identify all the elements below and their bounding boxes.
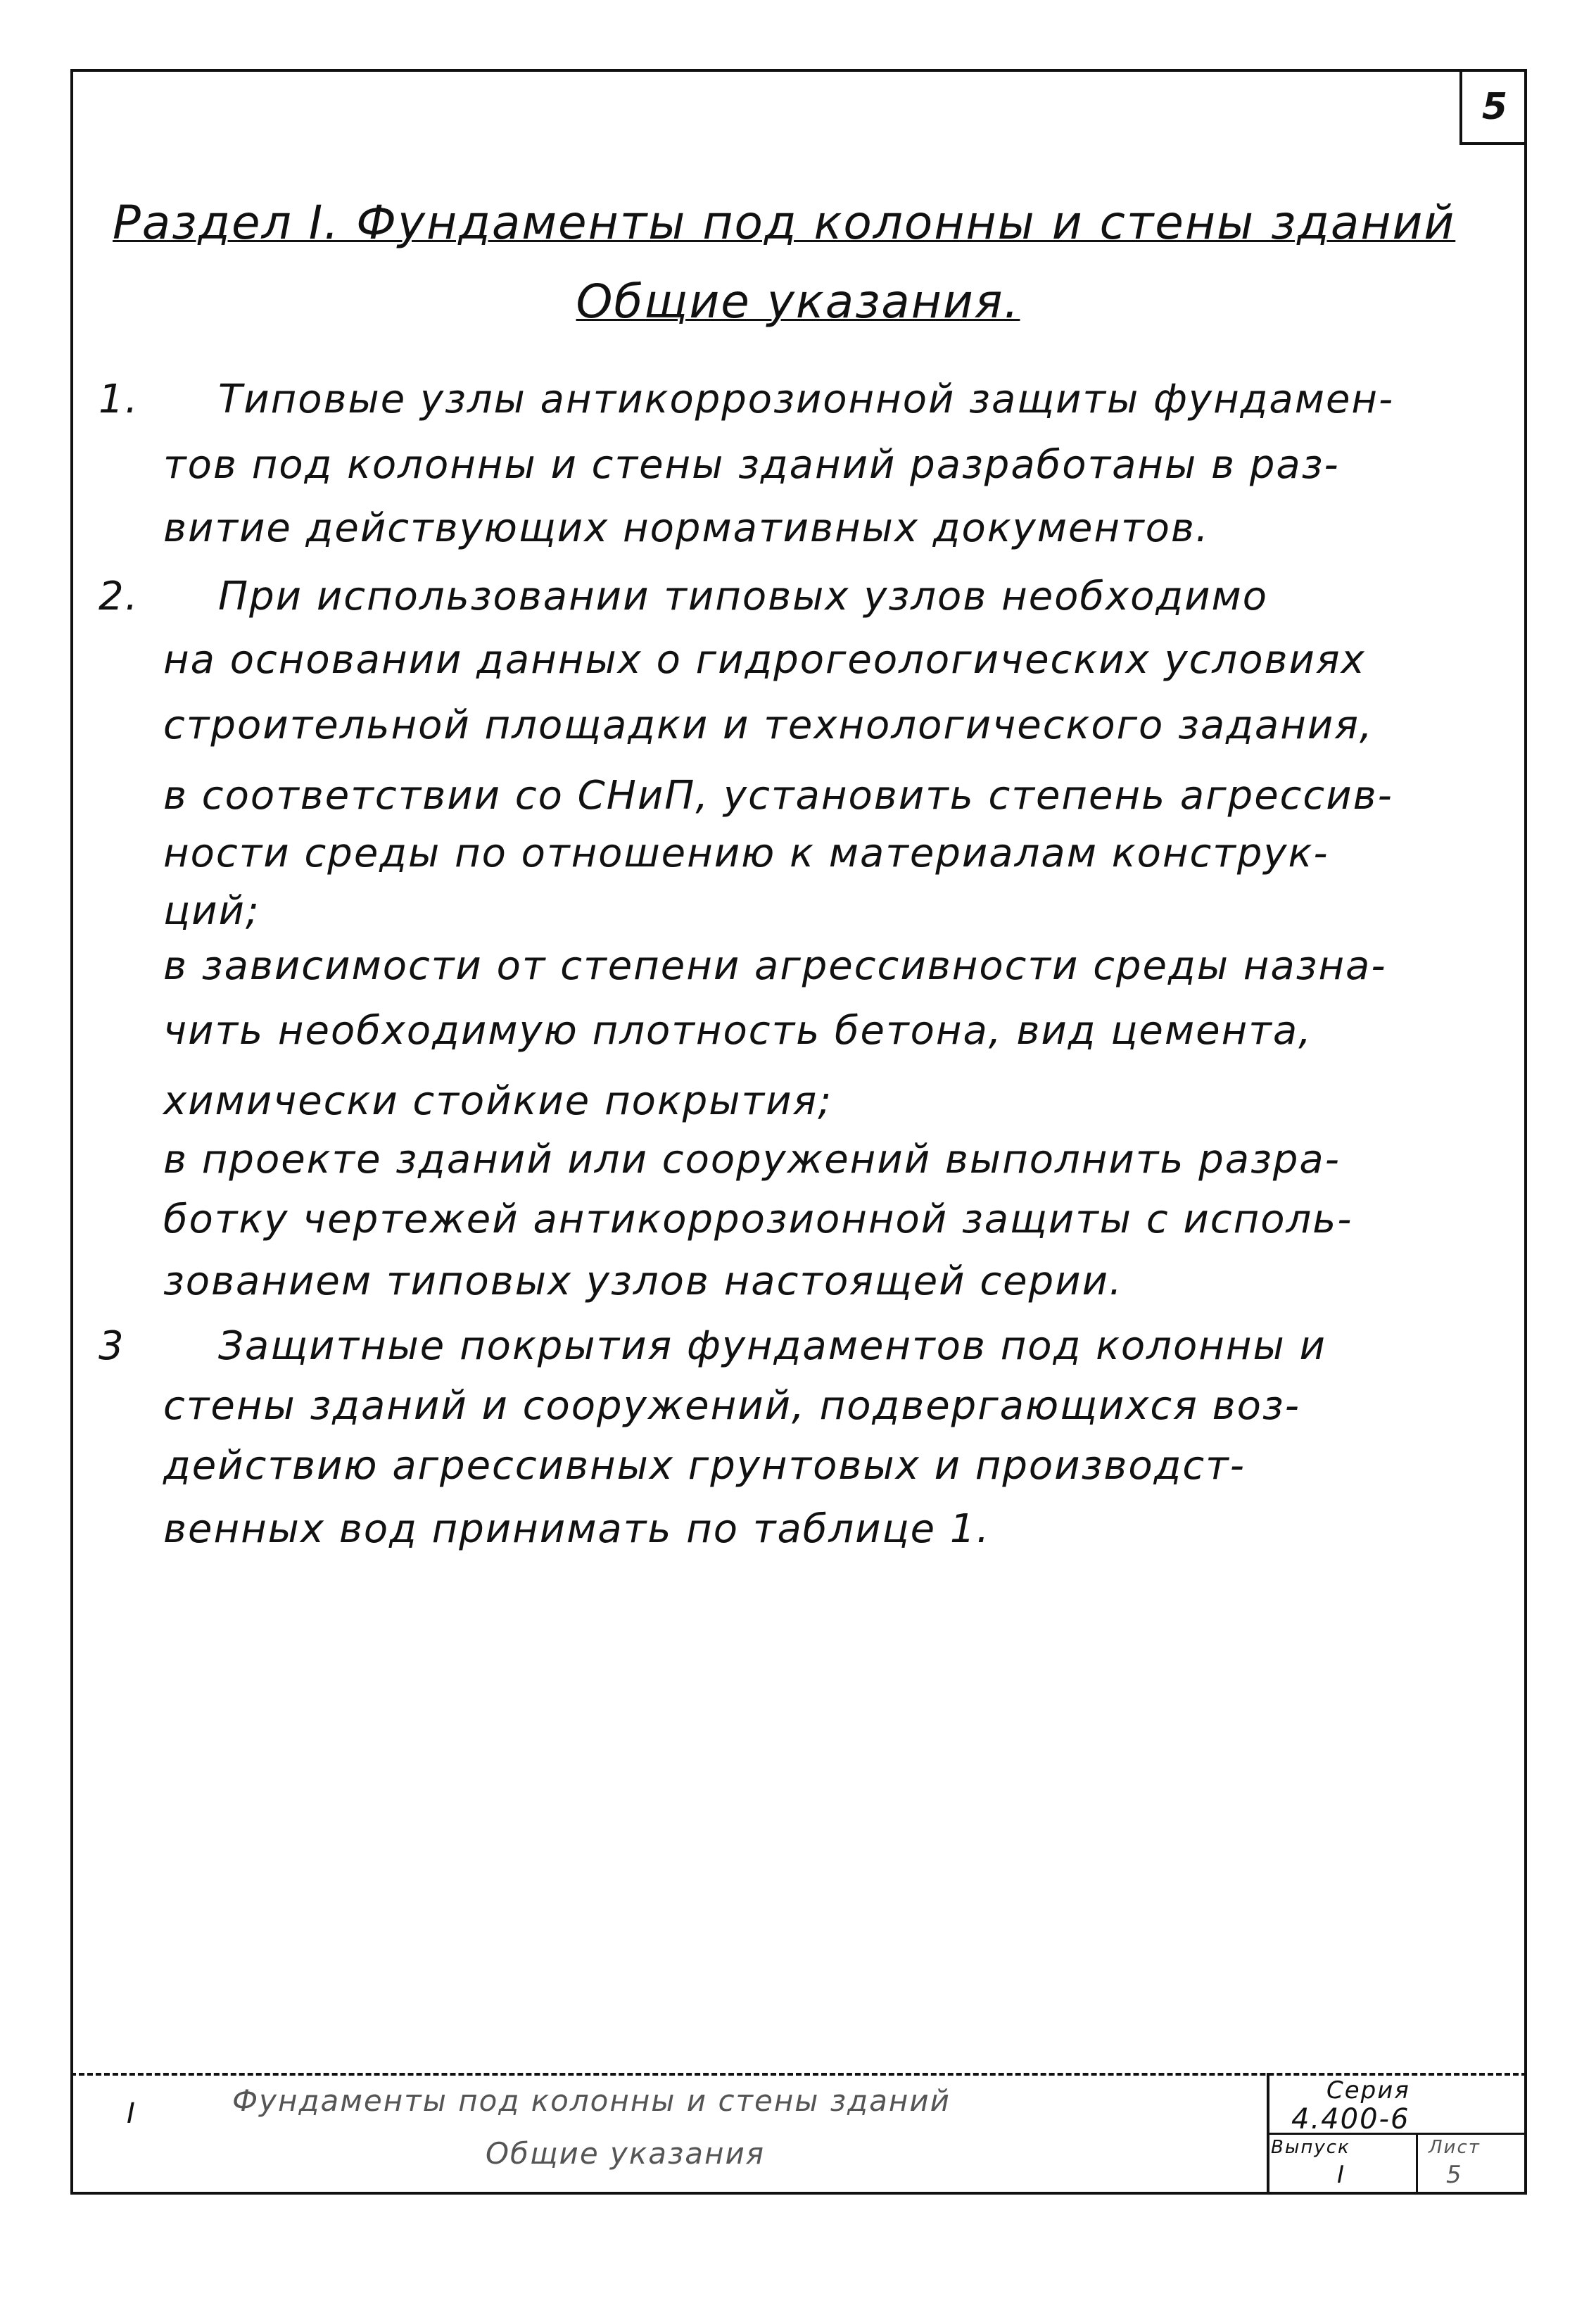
item-number: 1. <box>99 377 139 422</box>
title-block-doc-subtitle: Общие указания <box>486 2136 766 2171</box>
item-line: строительной площадки и технологического задания, <box>163 702 1374 748</box>
item-line: в проекте зданий или сооружений выполнить разра- <box>163 1137 1341 1182</box>
series-value: 4.400-6 <box>1291 2103 1410 2135</box>
item-number: 2. <box>99 574 139 619</box>
title-block-doc-title: Фундаменты под колонны и стены зданий <box>232 2083 951 2118</box>
item-line: тов под колонны и стены зданий разработаны в раз- <box>163 442 1340 488</box>
item-line: зованием типовых узлов настоящей серии. <box>163 1258 1123 1304</box>
item-line: химически стойкие покрытия; <box>163 1078 833 1124</box>
item-line: витие действующих нормативных документов. <box>163 505 1210 551</box>
item-line: Типовые узлы антикоррозионной защиты фундамен- <box>218 377 1395 422</box>
page-number-box <box>1459 72 1527 145</box>
issue-value: I <box>1337 2161 1346 2189</box>
issue-label: Выпуск <box>1271 2137 1350 2158</box>
item-line: стены зданий и сооружений, подвергающихся воз- <box>163 1383 1300 1429</box>
series-label: Серия <box>1326 2076 1410 2105</box>
item-line: в зависимости от степени агрессивности среды назна- <box>163 943 1387 989</box>
title-block-divider <box>1416 2133 1418 2195</box>
item-line: венных вод принимать по таблице 1. <box>163 1506 991 1552</box>
item-line: на основании данных о гидрогеологических условиях <box>163 637 1366 683</box>
section-title: Раздел I. Фундаменты под колонны и стены зданий <box>113 196 1456 250</box>
item-line: в соответствии со СНиП, установить степень агрессив- <box>163 773 1393 819</box>
title-block-mark: I <box>127 2097 137 2130</box>
item-line: ботку чертежей антикоррозионной защиты с исполь- <box>163 1197 1353 1242</box>
item-line: ности среды по отношению к материалам конструк- <box>163 831 1329 876</box>
item-line: Защитные покрытия фундаментов под колонны и <box>218 1323 1326 1369</box>
item-line: При использовании типовых узлов необходимо <box>218 574 1268 619</box>
item-line: чить необходимую плотность бетона, вид цемента, <box>163 1008 1312 1054</box>
item-number: 3 <box>99 1323 125 1369</box>
sheet-value: 5 <box>1446 2161 1463 2189</box>
section-subtitle: Общие указания. <box>576 275 1020 329</box>
item-line: действию агрессивных грунтовых и производст- <box>163 1443 1246 1489</box>
item-line: ций; <box>163 888 260 934</box>
sheet-label: Лист <box>1429 2137 1481 2158</box>
page-number: 5 <box>1481 86 1508 128</box>
